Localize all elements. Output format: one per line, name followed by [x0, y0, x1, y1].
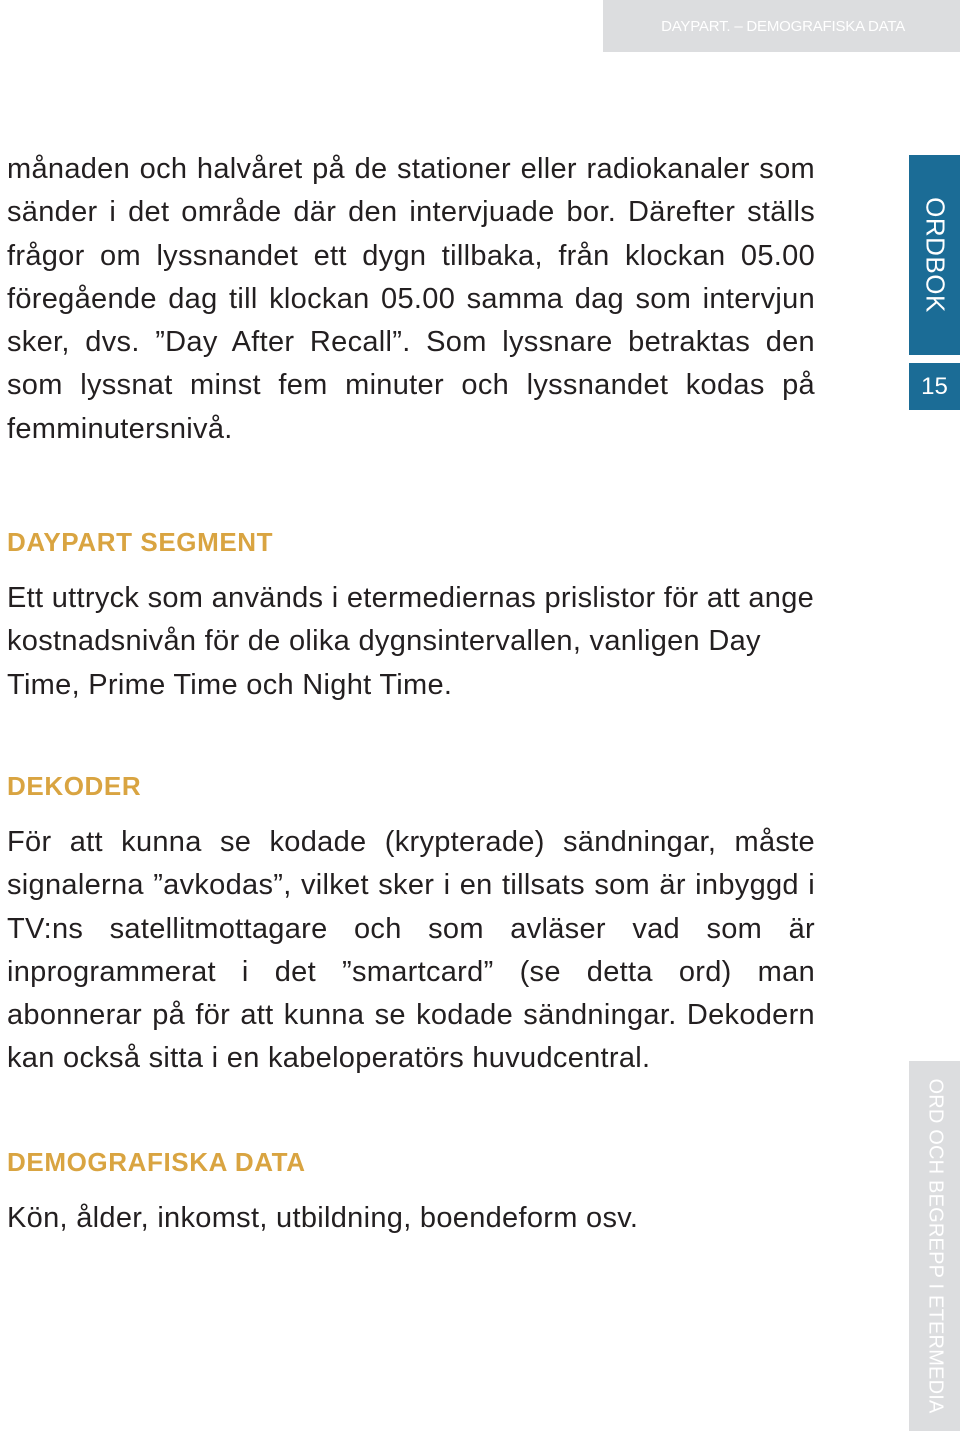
- intro-paragraph: månaden och halvåret på de stationer eller radiokanaler som sänder i det område där den intervjuade bor. Därefter ställs frågor om lyssnandet ett dygn tillbaka, från klockan 05.00 föregående dag till klockan 05.00 samma dag som intervjun sker, dvs. ”Day After Recall”. Som lyssnare betraktas den som lyssnat minst fem minuter och lyssnandet kodas på femminutersnivå.: [7, 153, 815, 445]
- entry-term-dekoder: DEKODER: [7, 770, 142, 801]
- entry-term-daypart-segment: DAYPART SEGMENT: [7, 527, 274, 558]
- section-tab-label: ORDBOK: [920, 197, 950, 313]
- entry-term-demografiska-data: DEMOGRAFISKA DATA: [7, 1146, 306, 1177]
- page-number: 15: [909, 363, 960, 410]
- entry-definition-dekoder: För att kunna se kodade (krypterade) sändningar, måste signalerna ”avkodas”, vilket sker i en tillsats som är inbyggd i TV:ns satellitmottagare och som avläser vad som är inprogrammerat i det ”smartcard” (se detta ord) man abonnerar på för att kunna se kodade sändningar. Dekodern kan också sitta i en kabeloperatörs huvudcentral.: [7, 825, 815, 1075]
- entry-definition-daypart-segment: Ett uttryck som används i etermediernas prislistor för att ange kostnadsnivån för de olika dygnsintervallen, vanligen Day Time, Prime Time och Night Time.: [7, 582, 815, 701]
- entry-definition-demografiska-data: Kön, ålder, inkomst, utbildning, boendeform osv.: [7, 1201, 639, 1234]
- running-header: DAYPART. – DEMOGRAFISKA DATA: [603, 0, 960, 52]
- page-body: [7, 148, 815, 1240]
- book-title-tab: [909, 1061, 960, 1431]
- section-tab: [909, 155, 960, 355]
- book-title-label: ORD OCH BEGREPP I ETERMEDIA: [924, 1078, 946, 1414]
